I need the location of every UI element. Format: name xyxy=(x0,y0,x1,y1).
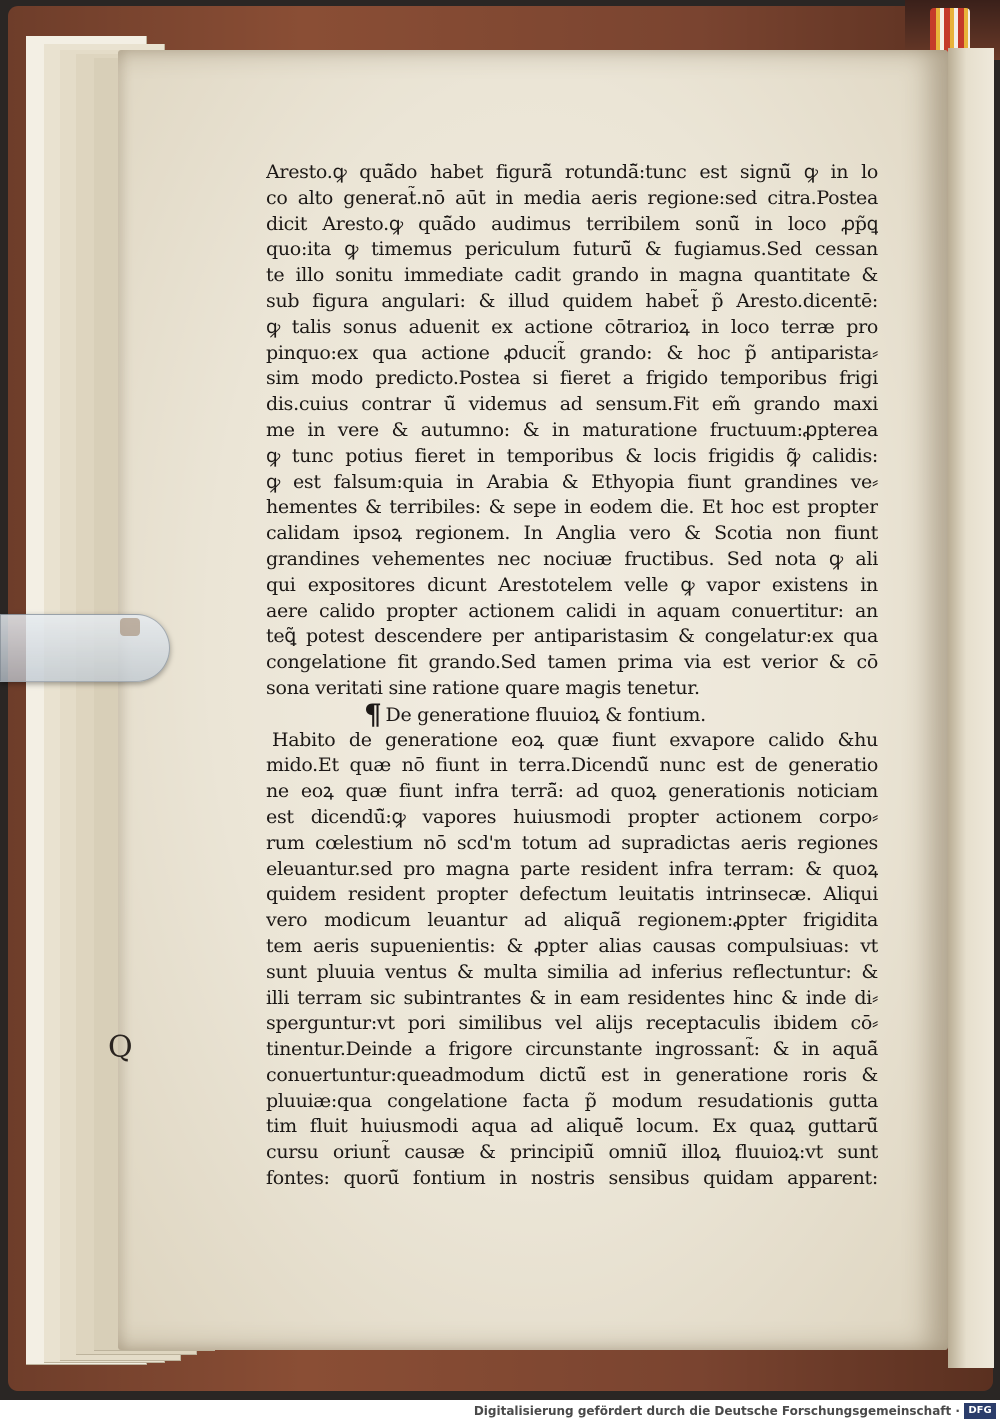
facing-page-edge xyxy=(948,48,994,1368)
text-line: rum cœlestium nō scd'm totum ad supradictas aeris regiones xyxy=(266,831,878,854)
text-line: calidam ipsoꝝ regionem. In Anglia vero & Scotia non fiunt xyxy=(266,522,878,545)
paragraph-1 xyxy=(266,160,878,702)
text-line: te illo sonitu immediate cadit grando in magna quantitate & xyxy=(266,264,878,287)
pilcrow-mark: ¶ xyxy=(364,701,382,728)
text-line: conuertuntur:queadmodum dictū̃ est in generatione roris & xyxy=(266,1063,878,1086)
text-line: pinquo:ex qua actione ꝓducit̃ grando: & hoc p̃ antiparista⸗ xyxy=(266,341,878,364)
text-line: ꝙ talis sonus aduenit ex actione cōtrarioꝝ in loco terræ pro xyxy=(266,315,878,338)
dfg-logo: DFG xyxy=(964,1403,996,1419)
heading-text: De generatione fluuioꝝ & fontium. xyxy=(385,703,706,726)
text-line: eleuantur.sed pro magna parte resident infra terram: & quoꝝ xyxy=(266,857,878,880)
paragraph-2 xyxy=(266,728,878,1192)
margin-mark: Q xyxy=(108,1030,133,1065)
text-line: cursu oriunt̃ causæ & principiū̃ omniū̃ illoꝝ fluuioꝝ:vt sunt xyxy=(266,1141,878,1164)
text-line: tem aeris supuenientis: & ꝓpter alias causas compulsiuas: vt xyxy=(266,934,878,957)
text-block xyxy=(266,160,878,1192)
text-line: quidem resident propter defectum leuitatis intrinsecæ. Aliqui xyxy=(266,883,878,906)
text-line: tinentur.Deinde a frigore circunstante ingrossant̃: & in aquā̃ xyxy=(266,1038,878,1061)
text-line: sub figura angulari: & illud quidem habet̃ p̃ Aresto.dicentē: xyxy=(266,289,878,312)
text-line: dicit Aresto.ꝙ quā̃do audimus terribilem sonū̃ in loco ꝓp̃ꝗ xyxy=(266,212,878,235)
text-line: sona veritati sine ratione quare magis tenetur. xyxy=(266,676,700,699)
text-line: ꝙ est falsum:quia in Arabia & Ethyopia fiunt grandines ve⸗ xyxy=(266,470,878,493)
text-line: ne eoꝝ quæ fiunt infra terrā̃: ad quoꝝ generationis noticiam xyxy=(266,780,878,803)
text-line: sim modo predicto.Postea si fieret a frigido temporibus frigi xyxy=(266,367,878,390)
text-line: sunt pluuia ventus & multa similia ad inferius reflectuntur: & xyxy=(266,960,878,983)
text-line: teꝗ̃ potest descendere per antiparistasim & congelatur:ex qua xyxy=(266,625,878,648)
text-line: aere calido propter actionem calidi in aquam conuertitur: an xyxy=(266,599,878,622)
text-line: illi terram sic subintrantes & in eam residentes hinc & inde di⸗ xyxy=(266,986,878,1009)
text-line: grandines vehementes nec nociuæ fructibus. Sed nota ꝙ ali xyxy=(266,547,878,570)
text-line: me in vere & autumno: & in maturatione fructuum:ꝓpterea xyxy=(266,418,878,441)
section-heading xyxy=(266,702,878,728)
text-line: Habito de generatione eoꝝ quæ fiunt exvapore calido &hu xyxy=(272,728,878,751)
footer-bar xyxy=(0,1400,1000,1424)
text-line: vero modicum leuantur ad aliquā̃ regionem:ꝓpter frigidita xyxy=(266,909,878,932)
text-line: pluuiæ:qua congelatione facta p̃ modum resudationis gutta xyxy=(266,1089,878,1112)
footer-credit: Digitalisierung gefördert durch die Deutsche Forschungsgemeinschaft · xyxy=(473,1404,960,1418)
page-holder-tip xyxy=(120,618,140,636)
text-line: tim fluit huiusmodi aqua ad aliquē̃ locum. Ex quaꝝ guttarū̃ xyxy=(266,1115,878,1138)
text-line: hementes & terribiles: & sepe in eodem die. Et hoc est propter xyxy=(266,496,878,519)
text-line: Aresto.ꝙ quā̃do habet figurā̃ rotundā̃:tunc est signū̃ ꝙ in lo xyxy=(266,161,878,183)
page-holder-clip xyxy=(0,614,170,682)
text-line: mido.Et quæ nō fiunt in terra.Dicendū̃ nunc est de generatio xyxy=(266,754,878,777)
text-line: est dicendū̃:ꝙ vapores huiusmodi propter actionem corpo⸗ xyxy=(266,805,878,828)
text-line: qui expositores dicunt Arestotelem velle ꝙ vapor existens in xyxy=(266,573,878,596)
text-line: ꝙ tunc potius fieret in temporibus & locis frigidis ꝙ̃ calidis: xyxy=(266,444,878,467)
text-line: co alto generat̃.nō aūt in media aeris regione:sed citra.Postea xyxy=(266,186,878,209)
text-line: sperguntur:vt pori similibus vel alijs receptaculis ibidem cō⸗ xyxy=(266,1012,878,1035)
text-line: quo:ita ꝙ timemus periculum futurū̃ & fugiamus.Sed cessan xyxy=(266,238,878,261)
text-line: congelatione fit grando.Sed tamen prima via est verior & cō xyxy=(266,651,878,674)
text-line: fontes: quorū̃ fontium in nostris sensibus quidam apparent: xyxy=(266,1167,878,1190)
text-line: dis.cuius contrar ū̃ videmus ad sensum.Fit em̃ grando maxi xyxy=(266,393,878,416)
